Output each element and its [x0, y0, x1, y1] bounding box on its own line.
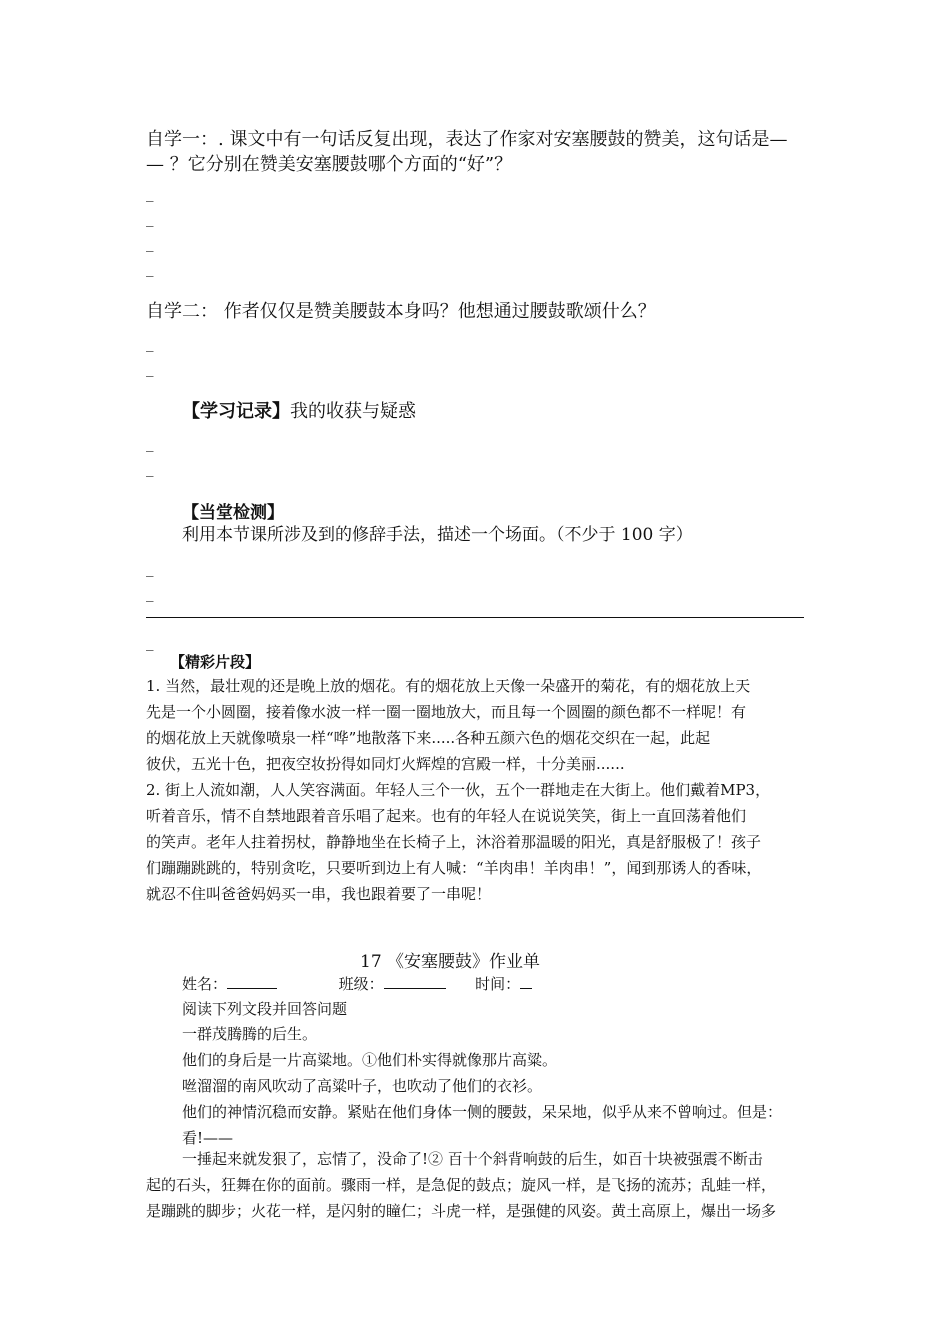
name-field[interactable] [227, 973, 277, 989]
answer-blank[interactable]: _ [146, 359, 154, 377]
paragraph-line: 们蹦蹦跳跳的，特别贪吃，只要听到边上有人喊：“羊肉串！羊肉串！”，闻到那诱人的香味， [146, 859, 762, 877]
passage-line: 他们的神情沉稳而安静。紧贴在他们身体一侧的腰鼓，呆呆地，似乎从来不曾响过。但是： [182, 1103, 783, 1121]
passage-line: 起的石头，狂舞在你的面前。骤雨一样，是急促的鼓点；旋风一样，是飞扬的流苏；乱蛙一样， [146, 1176, 777, 1194]
time-label: 时间： [475, 975, 521, 993]
highlight-paragraph-2 [146, 777, 770, 907]
passage-line: 他们的身后是一片高粱地。①他们朴实得就像那片高粱。 [182, 1051, 558, 1069]
answer-blank[interactable]: _ [146, 633, 154, 651]
name-label: 姓名： [182, 975, 228, 993]
passage-line: 咝溜溜的南风吹动了高粱叶子，也吹动了他们的衣衫。 [182, 1077, 543, 1095]
answer-blank[interactable]: _ [146, 334, 154, 352]
highlight-paragraph-1 [146, 673, 750, 777]
study-record-heading: 【学习记录】 [182, 401, 290, 422]
answer-blank[interactable]: _ [146, 459, 154, 477]
worksheet-info-row [182, 971, 532, 997]
class-test-heading: 【当堂检测】 [182, 503, 284, 523]
paragraph-line: 的笑声。老年人拄着拐杖，静静地坐在长椅子上，沐浴着那温暖的阳光，真是舒服极了！孩子 [146, 833, 762, 851]
answer-blank[interactable]: _ [146, 559, 154, 577]
answer-blank[interactable]: _ [146, 184, 154, 202]
class-field[interactable] [384, 973, 446, 989]
answer-blank[interactable]: _ [146, 234, 154, 252]
passage-line: 一群茂腾腾的后生。 [182, 1025, 318, 1043]
time-field[interactable] [520, 973, 532, 989]
study-record-text: 我的收获与疑惑 [290, 401, 416, 422]
paragraph-line: 的烟花放上天就像喷泉一样“哗”地散落下来.....各种五颜六色的烟花交织在一起，此起 [146, 729, 711, 747]
answer-blank[interactable]: _ [146, 209, 154, 227]
class-test-prompt: 利用本节课所涉及到的修辞手法，描述一个场面。（不少于 100 字） [182, 525, 693, 545]
passage-line: 是蹦跳的脚步；火花一样，是闪射的瞳仁；斗虎一样，是强健的风姿。黄土高原上，爆出一场多 [146, 1202, 777, 1220]
worksheet-passage [146, 1146, 776, 1224]
self-study-1-question-line2: — ？它分别在赞美安塞腰鼓哪个方面的“好”？ [146, 154, 513, 175]
class-label: 班级： [338, 975, 384, 993]
answer-blank[interactable]: _ [146, 584, 154, 602]
paragraph-line: 彼伏，五光十色，把夜空妆扮得如同灯火辉煌的宫殿一样，十分美丽...... [146, 755, 625, 773]
self-study-1-question-line1: 自学一：. 课文中有一句话反复出现，表达了作家对安塞腰鼓的赞美，这句话是— [146, 129, 788, 150]
worksheet-lines [182, 1021, 782, 1151]
paragraph-line: 2. 街上人流如潮，人人笑容满面。年轻人三个一伙，五个一群地走在大街上。他们戴着MP3， [146, 781, 771, 799]
answer-blank[interactable]: _ [146, 434, 154, 452]
paragraph-line: 听着音乐，情不自禁地跟着音乐唱了起来。也有的年轻人在说说笑笑，街上一直回荡着他们 [146, 807, 747, 825]
writing-line[interactable] [146, 617, 804, 618]
self-study-2-question: 自学二： 作者仅仅是赞美腰鼓本身吗？他想通过腰鼓歌颂什么？ [146, 301, 656, 322]
paragraph-line: 先是一个小圆圈，接着像水波一样一圈一圈地放大，而且每一个圆圈的颜色都不一样呢！有 [146, 703, 747, 721]
passage-line: 一捶起来就发狠了，忘情了，没命了!② 百十个斜背响鼓的后生，如百十块被强震不断击 [182, 1150, 763, 1168]
answer-blank[interactable]: _ [146, 259, 154, 277]
paragraph-line: 1. 当然，最壮观的还是晚上放的烟花。有的烟花放上天像一朵盛开的菊花，有的烟花放上天 [146, 677, 751, 695]
worksheet-instruction: 阅读下列文段并回答问题 [182, 1000, 348, 1018]
highlights-heading: 【精彩片段】 [170, 653, 261, 671]
passage-line: 看!—— [182, 1129, 234, 1147]
study-record-line [182, 399, 416, 425]
worksheet-title: 17 《安塞腰鼓》作业单 [360, 952, 541, 972]
paragraph-line: 就忍不住叫爸爸妈妈买一串，我也跟着要了一串呢！ [146, 885, 492, 903]
